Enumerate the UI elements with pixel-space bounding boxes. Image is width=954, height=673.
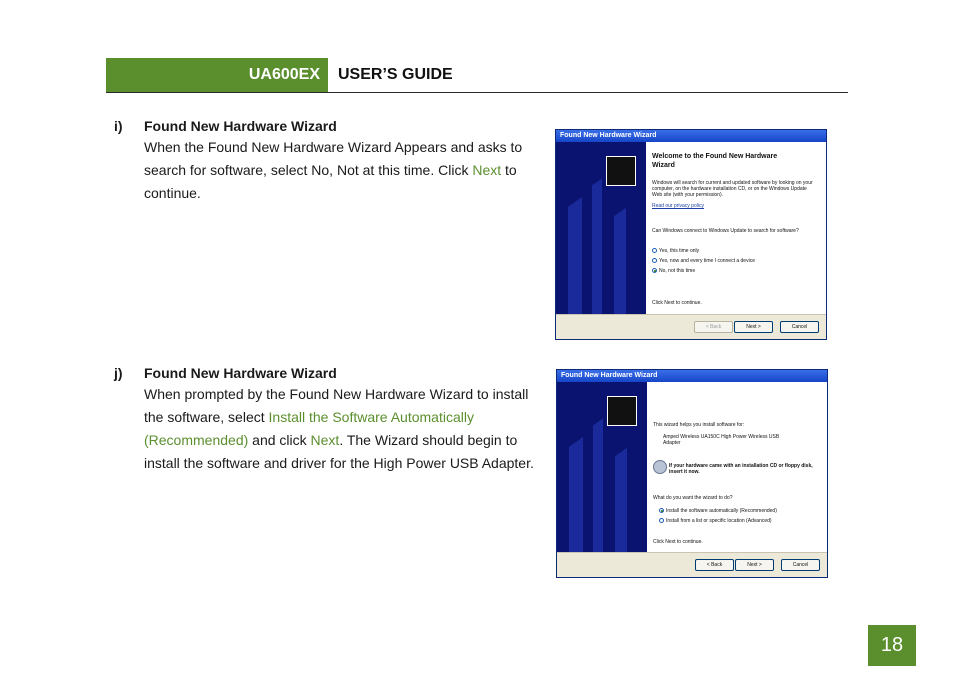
- section-j-marker: j): [114, 365, 123, 381]
- device-name: Amped Wireless UA150C High Power Wireless USB Adapter: [663, 434, 780, 446]
- cancel-button[interactable]: Cancel: [780, 321, 819, 333]
- privacy-link[interactable]: Read our privacy policy: [652, 203, 704, 209]
- wizard-footer-text: Click Next to continue.: [652, 300, 702, 306]
- cd-icon: [653, 460, 667, 474]
- wizard-sidebar: [557, 382, 647, 553]
- wizard-content: [647, 382, 827, 553]
- header-guide-title: USER’S GUIDE: [338, 66, 453, 83]
- section-i-title: Found New Hardware Wizard: [144, 118, 337, 134]
- wizard-title-bar: Found New Hardware Wizard: [557, 370, 827, 382]
- section-i-marker: i): [114, 118, 123, 134]
- header-rule: [106, 92, 848, 93]
- wizard-screenshot-2: [556, 369, 828, 578]
- wizard-question: Can Windows connect to Windows Update to search for software?: [652, 228, 799, 234]
- radio-icon: [652, 258, 657, 263]
- wizard-content: [646, 142, 826, 315]
- wizard-title-bar: Found New Hardware Wizard: [556, 130, 826, 142]
- radio-icon: [659, 518, 664, 523]
- page-number: 18: [868, 625, 916, 666]
- back-button[interactable]: < Back: [695, 559, 734, 571]
- wizard-question: What do you want the wizard to do?: [653, 495, 733, 501]
- option-no[interactable]: No, not this time: [652, 268, 695, 274]
- cancel-button[interactable]: Cancel: [781, 559, 820, 571]
- radio-selected-icon: [652, 268, 657, 273]
- wizard-screenshot-1: [555, 129, 827, 340]
- radio-selected-icon: [659, 508, 664, 513]
- option-yes-always[interactable]: Yes, now and every time I connect a device: [652, 258, 755, 264]
- section-i-body: When the Found New Hardware Wizard Appears and asks to search for software, select No, Not at this time. Click Next to continue.: [144, 139, 523, 201]
- wizard-footer-text: Click Next to continue.: [653, 539, 703, 545]
- section-j-body: When prompted by the Found New Hardware Wizard to install the software, select Install the Software Automatically (Recommended) and click Next. The Wizard should begin to install the software and driver for the High Power USB Adapter.: [144, 386, 534, 471]
- header-model: UA600EX: [248, 66, 320, 83]
- back-button[interactable]: < Back: [694, 321, 733, 333]
- next-highlight: Next: [472, 162, 502, 178]
- wizard-intro: This wizard helps you install software for:: [653, 422, 745, 428]
- hardware-icon: [607, 396, 637, 426]
- install-automatically-highlight: Install the Software Automatically (Recommended): [144, 409, 474, 448]
- wizard-button-bar: [556, 314, 826, 339]
- wizard-intro: Windows will search for current and updated software by looking on your computer, on the hardware installation CD, or on the Windows Update Web site (with your permission).: [652, 180, 813, 198]
- wizard-button-bar: [557, 552, 827, 577]
- wizard-heading: Welcome to the Found New Hardware Wizard: [652, 153, 778, 169]
- wizard-sidebar: [556, 142, 646, 315]
- next-button[interactable]: Next >: [735, 559, 774, 571]
- hardware-icon: [606, 156, 636, 186]
- next-highlight: Next: [310, 432, 340, 448]
- cd-notice: If your hardware came with an installation CD or floppy disk, insert it now.: [669, 463, 813, 475]
- next-button[interactable]: Next >: [734, 321, 773, 333]
- option-yes-once[interactable]: Yes, this time only: [652, 248, 699, 254]
- option-install-from-list[interactable]: Install from a list or specific location (Advanced): [659, 518, 772, 524]
- option-install-automatically[interactable]: Install the software automatically (Recommended): [659, 508, 777, 514]
- radio-icon: [652, 248, 657, 253]
- section-j-title: Found New Hardware Wizard: [144, 365, 337, 381]
